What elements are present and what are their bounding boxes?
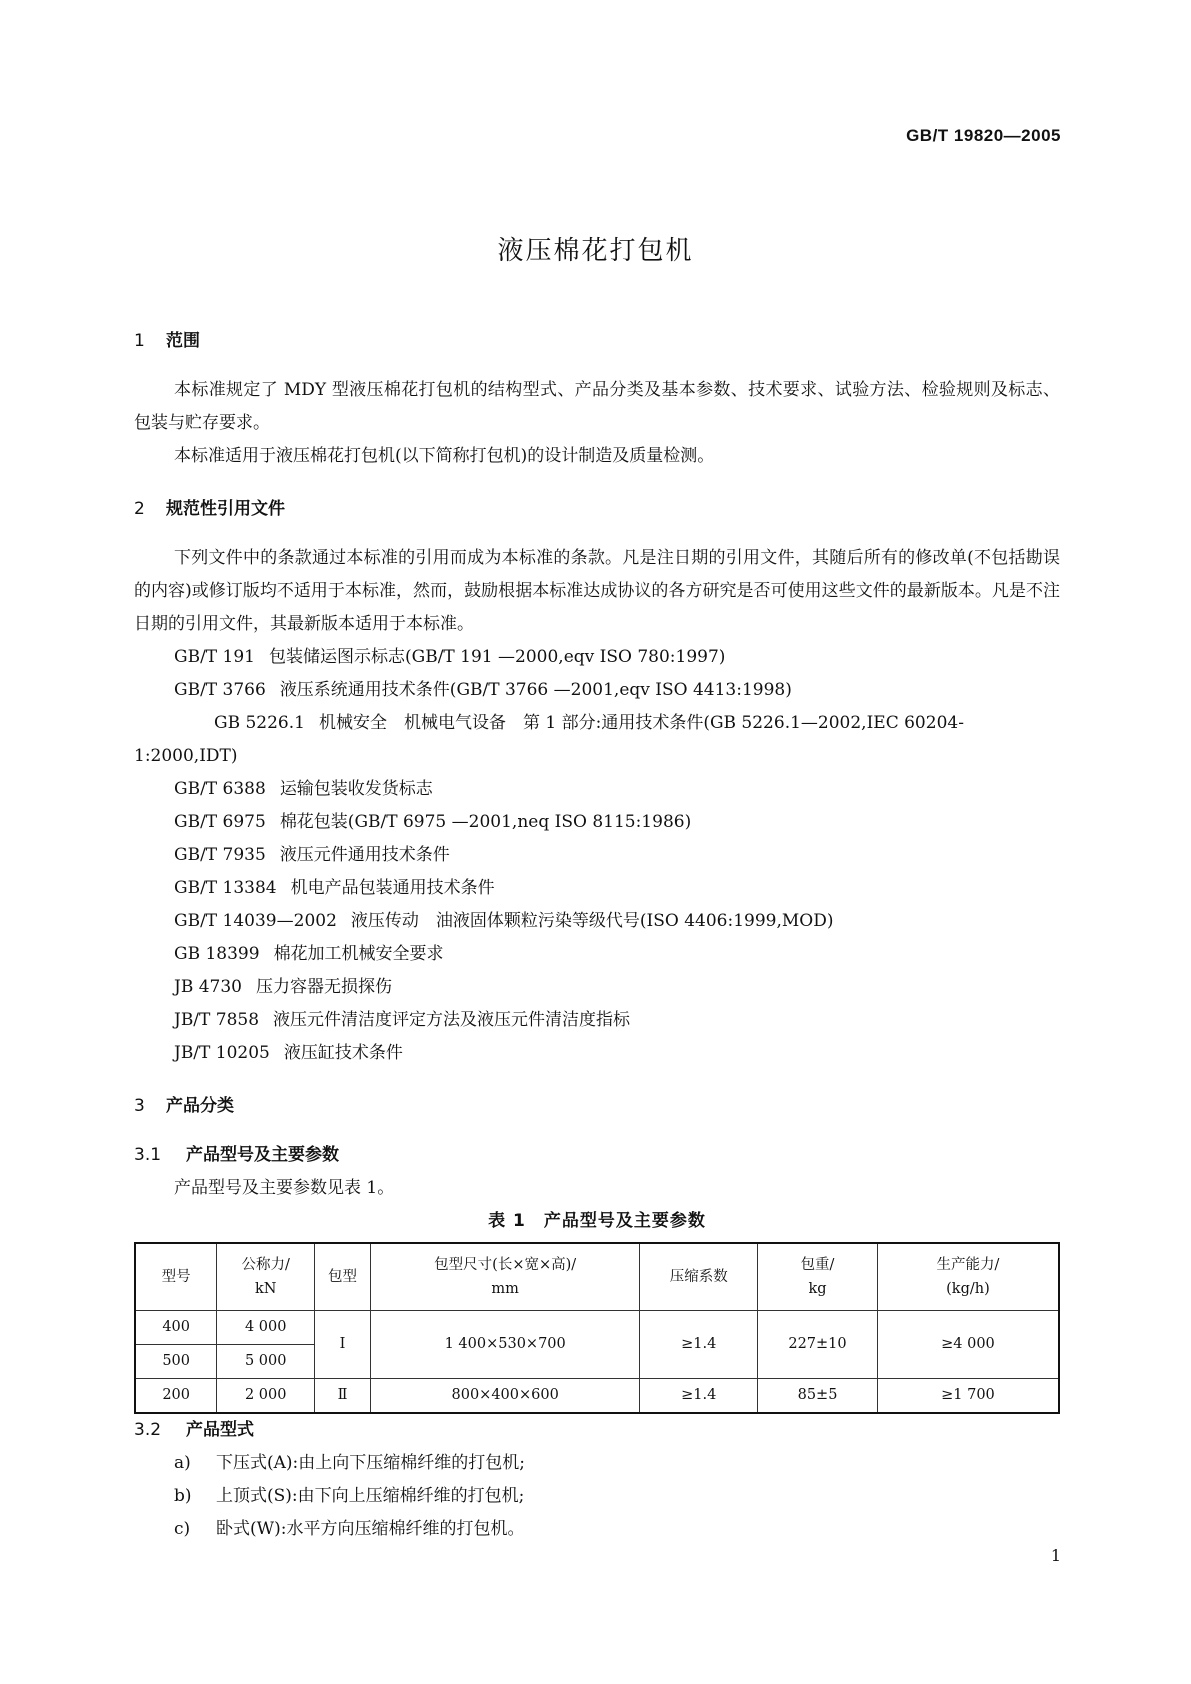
force-cell: 4 000 [217,1311,315,1345]
bale-type-cell: Ⅱ [315,1379,371,1414]
bale-weight-cell: 227±10 [758,1311,878,1379]
reference-item [134,938,1060,971]
reference-code: GB/T 14039—2002 [174,911,337,931]
reference-item [134,1037,1060,1070]
reference-title: 包装储运图示标志(GB/T 191 —2000,eqv ISO 780:1997) [269,647,726,667]
reference-item [134,641,1060,674]
page-number: 1 [1050,1546,1061,1565]
subsection-title: 产品型式 [186,1420,254,1440]
list-text: 下压式(A):由上向下压缩棉纤维的打包机; [216,1453,525,1473]
compression-ratio-cell: ≥1.4 [640,1379,758,1414]
table-header-row [135,1243,1059,1311]
reference-title: 液压元件通用技术条件 [279,845,450,865]
subsection-3-1-heading [134,1139,1060,1172]
section-title: 范围 [166,331,200,351]
section-1-heading [134,325,1060,358]
force-cell: 5 000 [217,1345,315,1379]
parameters-table [134,1242,1060,1414]
reference-title: 机电产品包装通用技术条件 [290,878,495,898]
header-cell: 包型尺寸(长×宽×高)/ mm [370,1243,639,1311]
header-cell: 公称力/ kN [217,1243,315,1311]
subsection-title: 产品型号及主要参数 [186,1145,339,1165]
reference-title: 压力容器无损探伤 [255,977,392,997]
reference-item [134,872,1060,905]
bale-weight-cell: 85±5 [758,1379,878,1414]
force-cell: 2 000 [217,1379,315,1414]
reference-code: JB/T 7858 [174,1010,260,1030]
section-number: 1 [134,331,145,351]
reference-code: GB/T 7935 [174,845,266,865]
subsection-number: 3.2 [134,1420,162,1440]
standard-number: GB/T 19820—2005 [906,126,1061,145]
model-cell: 500 [135,1345,217,1379]
reference-item [134,1004,1060,1037]
document-title: 液压棉花打包机 [497,236,694,266]
reference-item [134,773,1060,806]
compression-ratio-cell: ≥1.4 [640,1311,758,1379]
list-text: 上顶式(S):由下向上压缩棉纤维的打包机; [216,1486,525,1506]
model-cell: 200 [135,1379,217,1414]
reference-code: JB/T 10205 [174,1043,270,1063]
list-item [134,1447,1060,1480]
list-text: 卧式(W):水平方向压缩棉纤维的打包机。 [216,1519,525,1539]
reference-code: GB/T 6975 [174,812,266,832]
capacity-cell: ≥4 000 [877,1311,1059,1379]
section-title: 产品分类 [166,1096,234,1116]
model-cell: 400 [135,1311,217,1345]
header-cell: 型号 [135,1243,217,1311]
reference-title: 棉花加工机械安全要求 [273,944,444,964]
list-marker: c) [174,1519,191,1539]
header-cell: 包重/ kg [758,1243,878,1311]
bale-size-cell: 800×400×600 [370,1379,639,1414]
subsection-3-2-heading [134,1414,1060,1447]
reference-title: 液压传动 油液固体颗粒污染等级代号(ISO 4406:1999,MOD) [350,911,834,931]
reference-item [134,839,1060,872]
paragraph: 本标准规定了 MDY 型液压棉花打包机的结构型式、产品分类及基本参数、技术要求、试验方法、检验规则及标志、包装与贮存要求。 [134,380,1060,433]
reference-title: 机械安全 机械电气设备 第 1 部分:通用技术条件(GB 5226.1—2002,IEC 60204-1:2000,IDT) [134,713,964,766]
section-title: 规范性引用文件 [166,499,285,519]
header-cell: 压缩系数 [640,1243,758,1311]
section-2-heading [134,493,1060,526]
reference-code: GB/T 191 [174,647,255,667]
reference-code: GB/T 6388 [174,779,266,799]
bale-size-cell: 1 400×530×700 [370,1311,639,1379]
list-item [134,1480,1060,1513]
section-number: 3 [134,1096,145,1116]
reference-item [134,674,1060,707]
paragraph: 本标准适用于液压棉花打包机(以下简称打包机)的设计制造及质量检测。 [174,446,715,466]
reference-code: GB/T 13384 [174,878,277,898]
reference-item [134,905,1060,938]
list-marker: a) [174,1453,191,1473]
list-item [134,1513,1060,1546]
reference-code: GB 5226.1 [214,713,305,733]
section-number: 2 [134,499,145,519]
reference-item [134,707,1060,773]
reference-code: GB 18399 [174,944,260,964]
reference-title: 液压元件清洁度评定方法及液压元件清洁度指标 [273,1010,631,1030]
subsection-number: 3.1 [134,1145,162,1165]
list-marker: b) [174,1486,192,1506]
capacity-cell: ≥1 700 [877,1379,1059,1414]
reference-code: JB 4730 [174,977,242,997]
bale-type-cell: Ⅰ [315,1311,371,1379]
section-3-heading [134,1090,1060,1123]
document-body [134,325,1060,1546]
reference-item [134,806,1060,839]
header-cell: 包型 [315,1243,371,1311]
table-row [135,1379,1059,1414]
table-caption: 表 1 产品型号及主要参数 [488,1211,706,1231]
paragraph: 产品型号及主要参数见表 1。 [174,1178,395,1198]
reference-code: GB/T 3766 [174,680,266,700]
reference-item [134,971,1060,1004]
reference-title: 液压缸技术条件 [283,1043,403,1063]
paragraph: 下列文件中的条款通过本标准的引用而成为本标准的条款。凡是注日期的引用文件，其随后所有的修改单(不包括勘误的内容)或修订版均不适用于本标准，然而，鼓励根据本标准达成协议的各方研究是否可使用这些文件的最新版本。凡是不注日期的引用文件，其最新版本适用于本标准。 [134,548,1060,634]
table-row [135,1311,1059,1345]
reference-title: 运输包装收发货标志 [279,779,433,799]
header-cell: 生产能力/ (kg/h) [877,1243,1059,1311]
reference-title: 棉花包装(GB/T 6975 —2001,neq ISO 8115:1986) [279,812,692,832]
reference-title: 液压系统通用技术条件(GB/T 3766 —2001,eqv ISO 4413:1998) [279,680,792,700]
